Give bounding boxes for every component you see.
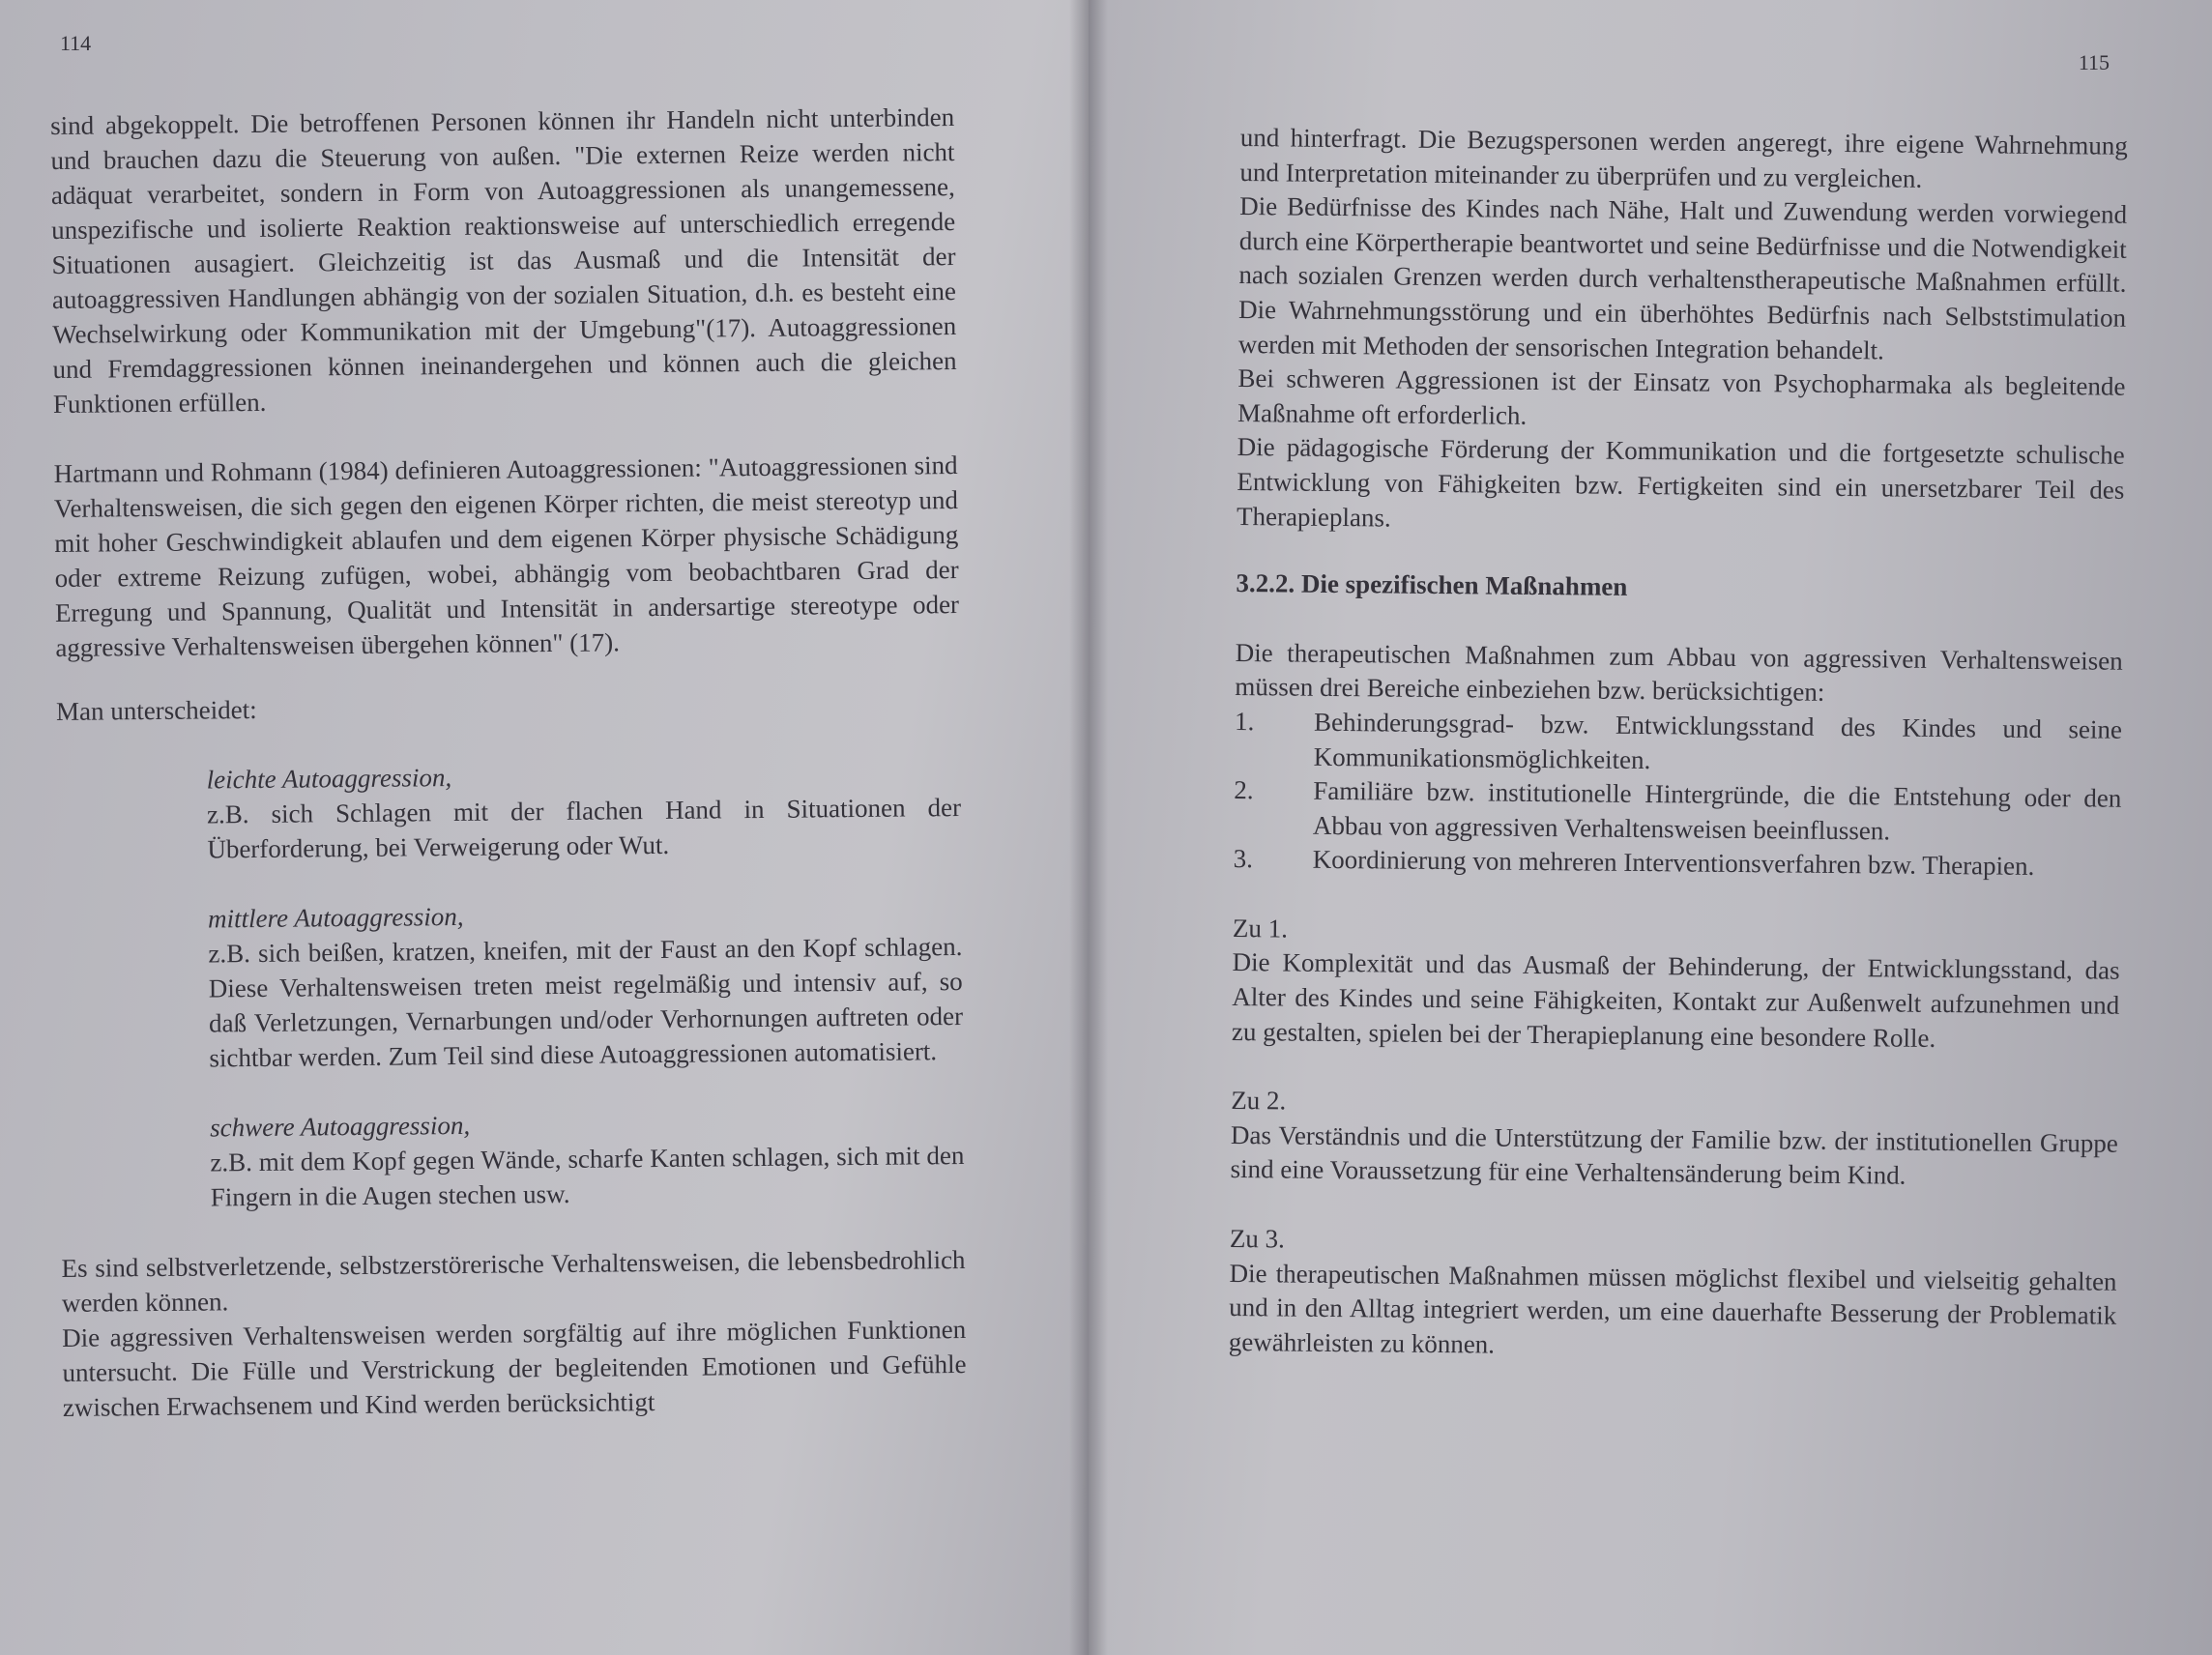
- list-number: 3.: [1233, 844, 1254, 874]
- subsection-label: Zu 2.: [1231, 1086, 1287, 1116]
- type-label: schwere Autoaggression,: [209, 1110, 471, 1143]
- autoaggression-type-light: [207, 755, 962, 866]
- paragraph: Die Bedürfnisse des Kindes nach Nähe, Halt und Zuwendung werden vorwiegend durch eine Körpertherapie beantwortet und seine Bedürfnisse und die Notwendigkeit nach sozialen Grenzen werden durch verhaltenstherapeutische Maßnahmen erfüllt. Die Wahrnehmungsstörung und ein überhöhtes Bedürfnis nach Selbststimulation werden mit Methoden der sensorischen Integration behandelt.: [1237, 191, 2128, 364]
- type-label: leichte Autoaggression,: [206, 763, 452, 795]
- paragraph: Die therapeutischen Maßnahmen zum Abbau von aggressiven Verhaltensweisen müssen drei Bereiche einbeziehen bzw. berücksichtigen:: [1235, 637, 2123, 708]
- right-page-body: [1229, 121, 2128, 1368]
- type-description: z.B. sich beißen, kratzen, kneifen, mit der Faust an den Kopf schlagen. Diese Verhaltensweisen treten meist regelmäßig und intensiv auf, so daß Verletzungen, Vernarbungen und/oder Verhornungen auftreten oder sichtbar werden. Zum Teil sind diese Autoaggressionen automatisiert.: [208, 931, 964, 1073]
- list-text: Koordinierung von mehreren Interventionsverfahren bzw. Therapien.: [1312, 845, 2035, 882]
- paragraph: Die pädagogische Förderung der Kommunikation und die fortgesetzte schulische Entwicklung von Fähigkeiten bzw. Fertigkeiten sind ein unersetzbarer Teil des Therapieplans.: [1236, 432, 2125, 533]
- type-label: mittlere Autoaggression,: [207, 901, 464, 934]
- paragraph: Die aggressiven Verhaltensweisen werden sorgfältig auf ihre möglichen Funktionen untersucht. Die Fülle und Verstrickung der begleitenden Emotionen und Gefühle zwischen Erwachsenem und Kind werden berücksichtigt: [62, 1314, 967, 1422]
- list-text: Behinderungsgrad- bzw. Entwicklungsstand des Kindes und seine Kommunikationsmöglichkeiten.: [1313, 707, 2123, 774]
- paragraph: Die Komplexität und das Ausmaß der Behinderung, der Entwicklungsstand, das Alter des Kindes und seine Fähigkeiten, Kontakt zur Außenwelt aufzunehmen und zu gestalten, spielen bei der Therapieplanung eine besondere Rolle.: [1231, 947, 2120, 1053]
- paragraph: Es sind selbstverletzende, selbstzerstörerische Verhaltensweisen, die lebensbedrohlich werden können.: [61, 1244, 966, 1318]
- list-item: [1233, 842, 2120, 885]
- page-number-left: 114: [60, 31, 92, 55]
- list-number: 1.: [1234, 706, 1255, 737]
- paragraph: Hartmann und Rohmann (1984) definieren Autoaggressionen: "Autoaggressionen sind Verhaltensweisen, die sich gegen den eigenen Körper richten, die meist stereotyp und mit hoher Geschwindigkeit ablaufen und dem eigenen Körper physische Schädigung oder extreme Reizung zufügen, wobei, abhängig vom beobachtbaren Grad der Erregung und Spannung, Qualität und Intensität in andersartige stereotype oder aggressive Verhaltensweisen übergehen können" (17).: [53, 450, 960, 662]
- book-gutter: [1069, 0, 1108, 1655]
- autoaggression-type-medium: [208, 894, 964, 1075]
- left-page: [0, 0, 1089, 1655]
- page-number-right: 115: [2078, 50, 2110, 74]
- type-description: z.B. mit dem Kopf gegen Wände, scharfe Kanten schlagen, sich mit den Fingern in die Augen stechen usw.: [210, 1140, 965, 1212]
- list-text: Familiäre bzw. institutionelle Hintergründe, die die Entstehung oder den Abbau von aggressiven Verhaltensweisen beeinflussen.: [1312, 775, 2122, 846]
- left-page-body: [50, 100, 967, 1425]
- subsection-label: Zu 3.: [1229, 1223, 1286, 1254]
- paragraph: sind abgekoppelt. Die betroffenen Personen können ihr Handeln nicht unterbinden und brauchen dazu die Steuerung von außen. "Die externen Reize werden nicht adäquat verarbeitet, sondern in Form von Autoaggressionen als unangemessene, unspezifische und isolierte Reaktion reaktionsweise auf unterschiedlich erregende Situationen ausagiert. Gleichzeitig ist das Ausmaß und die Intensität der autoaggressiven Handlungen abhängig von der sozialen Situation, d.h. es besteht eine Wechselwirkung oder Kommunikation mit der Umgebung"(17). Autoaggressionen und Fremdaggressionen können ineinandergehen und können auch die gleichen Funktionen erfüllen.: [50, 102, 957, 419]
- paragraph: Man unterscheidet:: [55, 694, 257, 726]
- paragraph: und hinterfragt. Die Bezugspersonen werden angeregt, ihre eigene Wahrnehmung und Interpretation miteinander zu überprüfen und zu vergleichen.: [1239, 122, 2128, 193]
- paragraph: Das Verständnis und die Unterstützung der Familie bzw. der institutionellen Gruppe sind eine Voraussetzung für eine Verhaltensänderung beim Kind.: [1230, 1119, 2119, 1191]
- autoaggression-type-severe: [210, 1103, 965, 1214]
- paragraph: Die therapeutischen Maßnahmen müssen möglichst flexibel und vielseitig gehalten und in den Alltag integriert werden, um eine dauerhafte Besserung der Problematik gewährleisten zu können.: [1228, 1258, 2117, 1359]
- list-item: [1235, 705, 2123, 782]
- type-description: z.B. sich Schlagen mit der flachen Hand in Situationen der Überforderung, bei Verweigerung oder Wut.: [206, 792, 962, 864]
- section-heading: 3.2.2. Die spezifischen Maßnahmen: [1236, 568, 1628, 601]
- list-item: [1234, 773, 2122, 851]
- paragraph: Bei schweren Aggressionen ist der Einsatz von Psychopharmaka als begleitende Maßnahme oft erforderlich.: [1237, 363, 2126, 430]
- numbered-list: [1233, 705, 2122, 886]
- list-number: 2.: [1234, 775, 1254, 805]
- right-page: [1089, 0, 2212, 1655]
- subsection-label: Zu 1.: [1232, 913, 1289, 944]
